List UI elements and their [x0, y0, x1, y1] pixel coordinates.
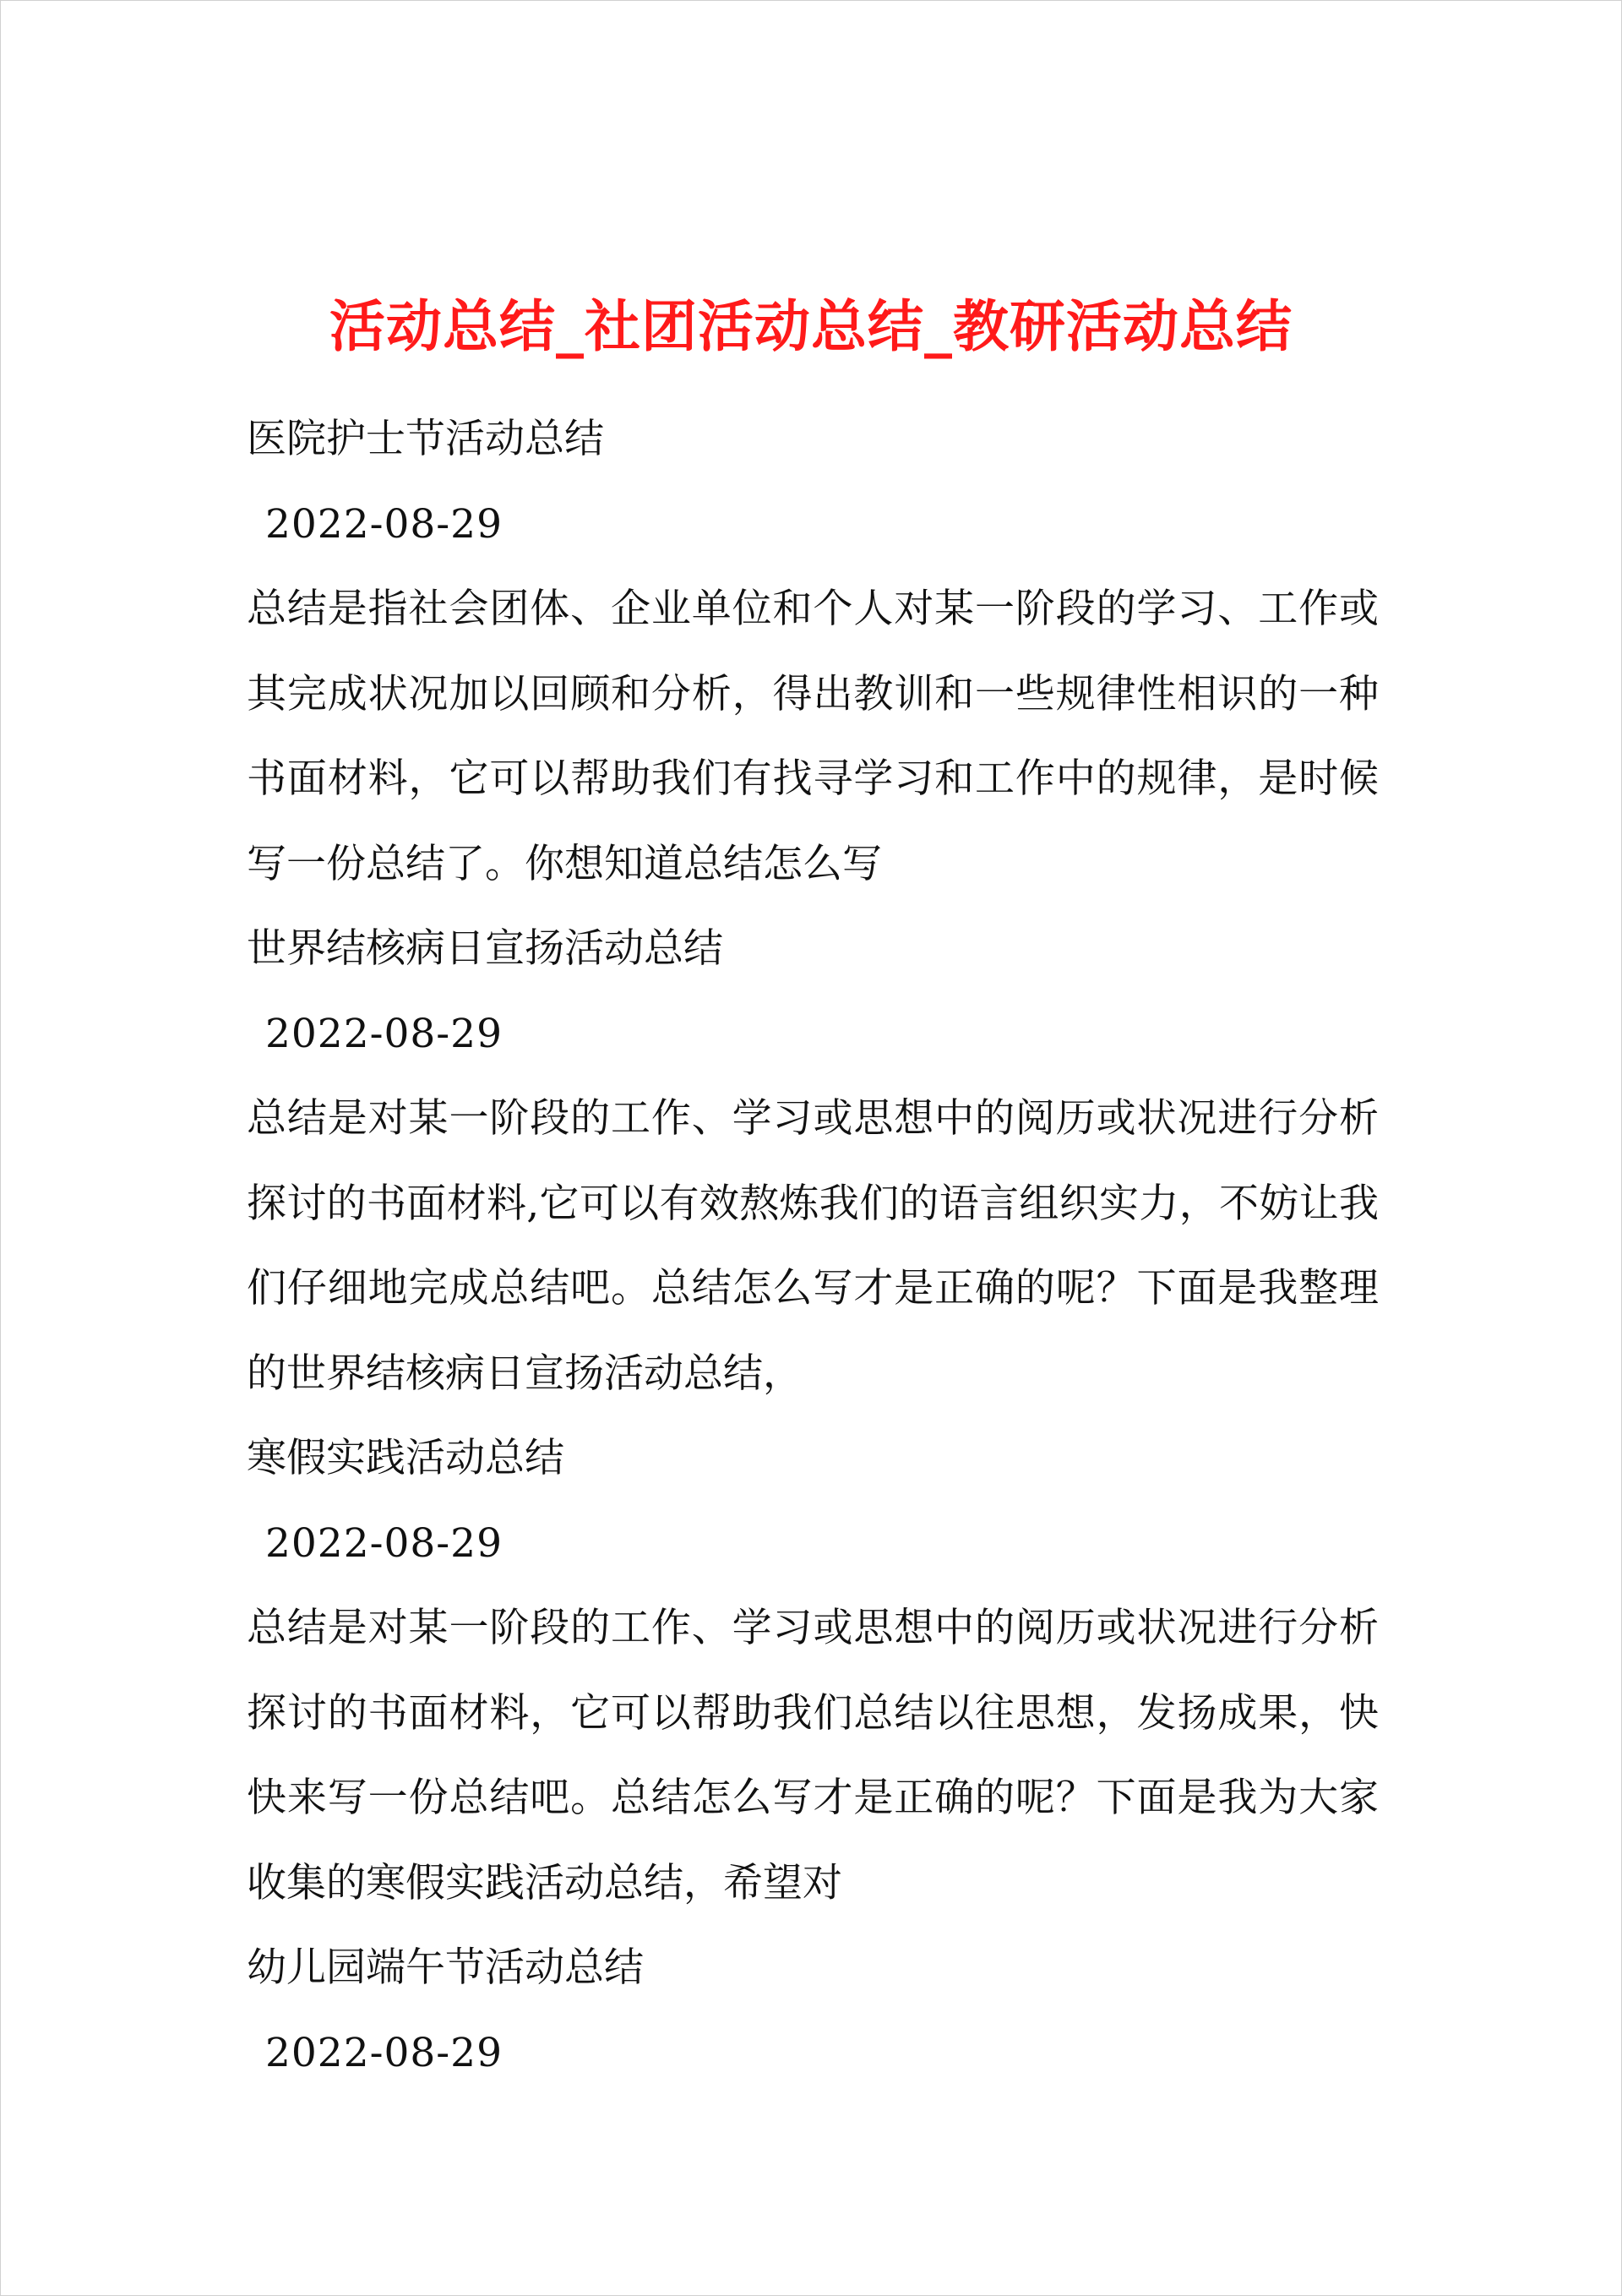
article-list [247, 397, 1379, 2096]
article-entry [247, 1416, 1379, 1926]
article-date: 2022-08-29 [265, 1519, 503, 1567]
article-summary: 总结是对某一阶段的工作、学习或思想中的阅历或状况进行分析探讨的书面材料,它可以有效熬炼我们的语言组织实力，不妨让我们仔细地完成总结吧。总结怎么写才是正确的呢？下面是我整理的世界结核病日宣扬活动总结， [247, 1095, 1379, 1397]
article-entry [247, 1926, 1379, 2096]
article-title[interactable]: 幼儿园端午节活动总结 [247, 1944, 644, 1991]
document-title: 活动总结_社团活动总结_教研活动总结 [329, 293, 1293, 360]
article-title[interactable]: 寒假实践活动总结 [247, 1435, 564, 1481]
article-entry [247, 397, 1379, 907]
article-date: 2022-08-29 [265, 500, 503, 548]
article-date: 2022-08-29 [265, 1010, 503, 1057]
article-title[interactable]: 医院护士节活动总结 [247, 416, 604, 462]
article-date: 2022-08-29 [265, 2029, 503, 2076]
article-summary: 总结是对某一阶段的工作、学习或思想中的阅历或状况进行分析探讨的书面材料，它可以帮助我们总结以往思想，发扬成果，快快来写一份总结吧。总结怎么写才是正确的呢？下面是我为大家收集的寒假实践活动总结，希望对 [247, 1605, 1379, 1906]
article-entry [247, 907, 1379, 1416]
article-title[interactable]: 世界结核病日宣扬活动总结 [247, 925, 723, 972]
article-summary: 总结是指社会团体、企业单位和个人对某一阶段的学习、工作或其完成状况加以回顾和分析，得出教训和一些规律性相识的一种书面材料，它可以帮助我们有找寻学习和工作中的规律，是时候写一份总结了。你想知道总结怎么写 [247, 586, 1379, 887]
